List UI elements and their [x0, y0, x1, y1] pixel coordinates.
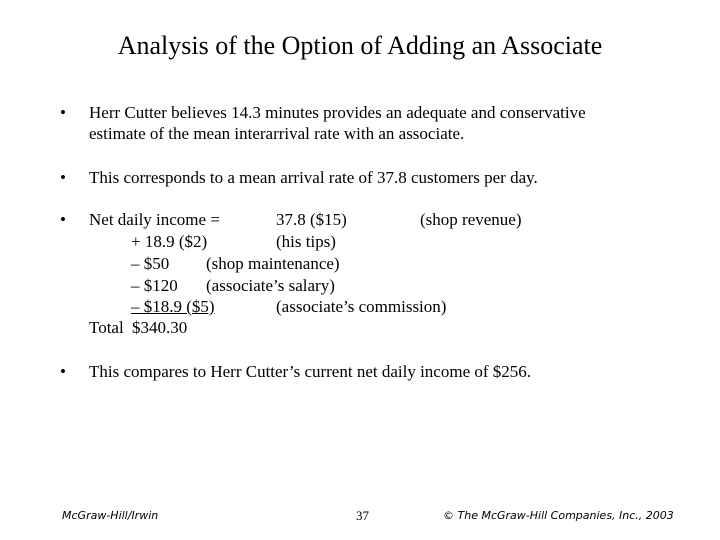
footer-copyright: © The McGraw-Hill Companies, Inc., 2003	[443, 509, 674, 522]
tips-amount: + 18.9 ($2)	[131, 232, 208, 251]
commission-note: (associate’s commission)	[276, 297, 447, 316]
slide-title: Analysis of the Option of Adding an Associate	[117, 31, 603, 60]
commission-amount: – $18.9 ($5)	[131, 297, 215, 316]
bullet-marker-1: •	[60, 103, 66, 122]
bullet-marker-4: •	[60, 362, 66, 381]
salary-note: (associate’s salary)	[206, 276, 335, 295]
tips-note: (his tips)	[276, 232, 336, 251]
bullet-1-line-2: estimate of the mean interarrival rate with an associate.	[89, 124, 465, 143]
bullet-4-text: This compares to Herr Cutter’s current net daily income of $256.	[89, 362, 532, 381]
revenue-amount: 37.8 ($15)	[276, 210, 347, 229]
bullet-marker-3: •	[60, 210, 66, 229]
bullet-2-text: This corresponds to a mean arrival rate of 37.8 customers per day.	[89, 168, 538, 187]
footer-publisher: McGraw-Hill/Irwin	[62, 509, 159, 522]
maintenance-amount: – $50	[131, 254, 170, 273]
bullet-1-line-1: Herr Cutter believes 14.3 minutes provides an adequate and conservative	[89, 103, 586, 122]
salary-amount: – $120	[131, 276, 178, 295]
page-number: 37	[356, 508, 369, 523]
maintenance-note: (shop maintenance)	[206, 254, 340, 273]
total-label: Total	[89, 318, 124, 337]
revenue-note: (shop revenue)	[420, 210, 522, 229]
net-income-label: Net daily income =	[89, 210, 220, 229]
total-value: $340.30	[132, 318, 188, 337]
bullet-marker-2: •	[60, 168, 66, 187]
